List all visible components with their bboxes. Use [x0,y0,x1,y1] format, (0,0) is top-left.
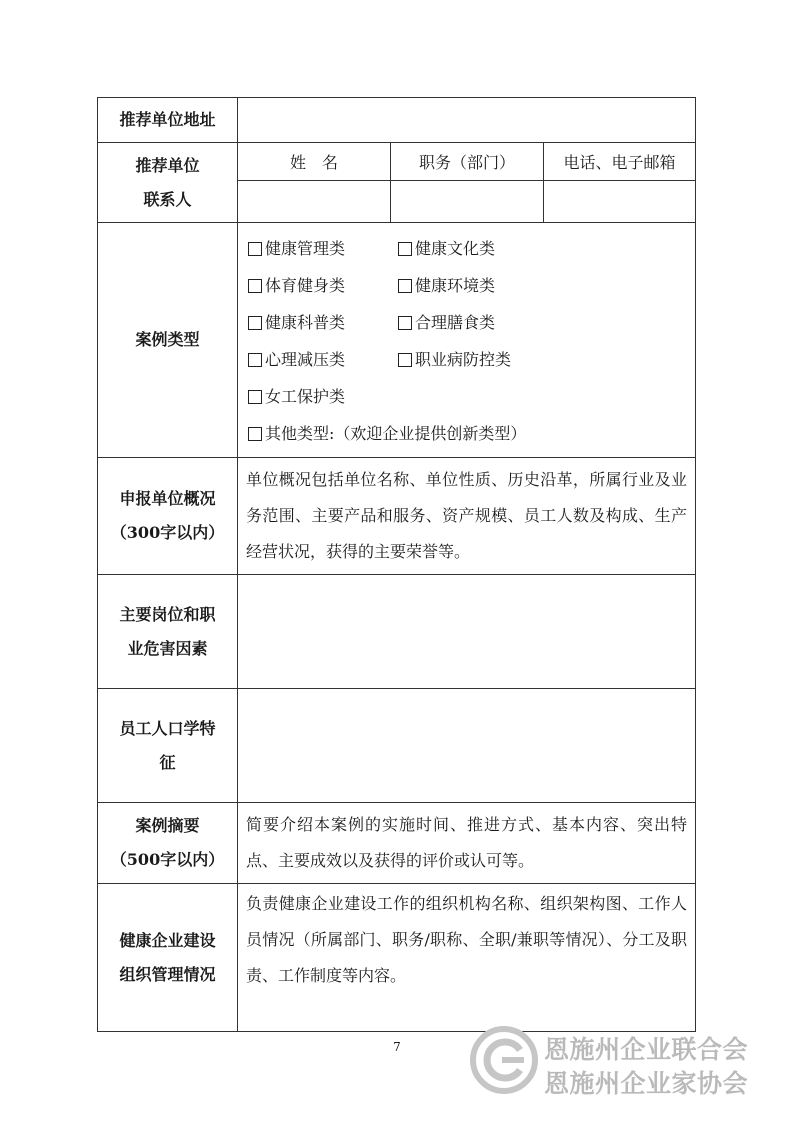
summary-row [98,803,696,884]
case-type-options [238,223,696,458]
contact-header-row [98,143,696,181]
contact-name-header: 姓 名 [238,143,391,181]
org-description[interactable]: 负责健康企业建设工作的组织机构名称、组织架构图、工作人员情况（所属部门、职务/职称、全职/兼职等情况）、分工及职责、工作制度等内容。 [238,884,696,1032]
checkbox-icon[interactable] [248,279,262,293]
checkbox-icon[interactable] [398,279,412,293]
page-number: 7 [393,1040,401,1054]
contact-phone-email-header: 电话、电子邮箱 [544,143,696,181]
watermark-line-1: 恩施州企业联合会 [544,1035,749,1064]
address-value[interactable] [238,98,696,143]
case-type-option[interactable]: 健康文化类 [398,236,548,259]
case-type-option[interactable]: 体育健身类 [248,273,398,296]
contact-name-value[interactable] [238,181,391,223]
checkbox-icon[interactable] [248,242,262,256]
case-type-option[interactable]: 女工保护类 [248,384,398,407]
case-type-label: 案例类型 [98,223,238,458]
checkbox-icon[interactable] [398,316,412,330]
checkbox-icon[interactable] [248,390,262,404]
case-type-option[interactable]: 心理减压类 [248,347,398,370]
demographics-value[interactable] [238,689,696,803]
case-type-option[interactable]: 合理膳食类 [398,310,548,333]
checkbox-icon[interactable] [248,316,262,330]
watermark [468,1020,768,1110]
demographics-label: 员工人口学特 征 [98,689,238,803]
enterprise-federation-logo-icon [468,1024,540,1096]
checkbox-icon[interactable] [398,353,412,367]
org-label: 健康企业建设 组织管理情况 [98,884,238,1032]
summary-description[interactable]: 简要介绍本案例的实施时间、推进方式、基本内容、突出特点、主要成效以及获得的评价或认可等。 [238,803,696,884]
checkbox-icon[interactable] [398,242,412,256]
address-label: 推荐单位地址 [98,98,238,143]
checkbox-icon[interactable] [248,353,262,367]
demographics-row [98,689,696,803]
address-row [98,98,696,143]
watermark-line-2: 恩施州企业家协会 [544,1069,749,1098]
org-row [98,884,696,1032]
case-type-option[interactable]: 健康科普类 [248,310,398,333]
overview-row [98,458,696,575]
case-type-option[interactable]: 职业病防控类 [398,347,548,370]
hazard-label: 主要岗位和职 业危害因素 [98,575,238,689]
case-type-row [98,223,696,458]
case-type-option[interactable]: 健康环境类 [398,273,548,296]
hazard-row [98,575,696,689]
case-type-option-other[interactable]: 其他类型:（欢迎企业提供创新类型） [248,421,526,444]
checkbox-icon[interactable] [248,427,262,441]
overview-description[interactable]: 单位概况包括单位名称、单位性质、历史沿革，所属行业及业务范围、主要产品和服务、资产规模、员工人数及构成、生产经营状况，获得的主要荣誉等。 [238,458,696,575]
contact-label: 推荐单位 联系人 [98,143,238,223]
summary-label: 案例摘要 （500字以内） [98,803,238,884]
application-form-table [97,97,696,1032]
contact-position-header: 职务（部门） [391,143,544,181]
contact-position-value[interactable] [391,181,544,223]
case-type-option[interactable]: 健康管理类 [248,236,398,259]
hazard-value[interactable] [238,575,696,689]
overview-label: 申报单位概况 （300字以内） [98,458,238,575]
contact-phone-email-value[interactable] [544,181,696,223]
